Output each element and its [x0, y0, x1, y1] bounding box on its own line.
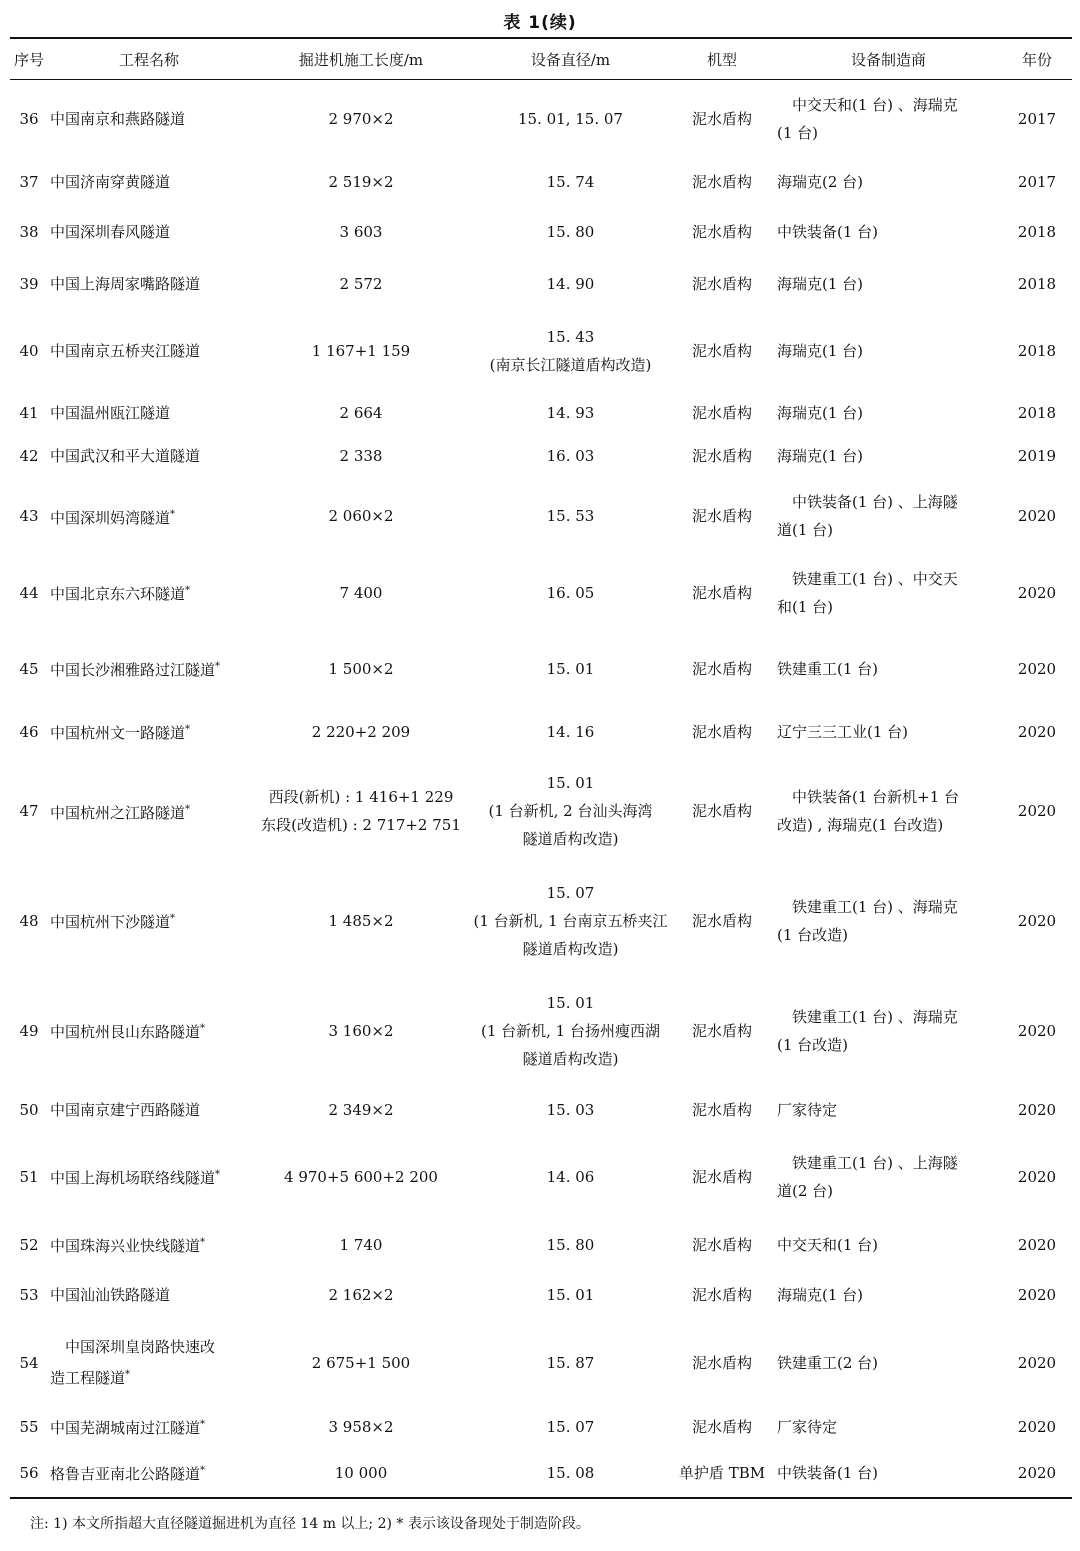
- table-row: [10, 976, 1072, 1086]
- cell-year: 2018: [1017, 275, 1057, 293]
- diameter-text: 14. 90: [546, 275, 595, 293]
- cell-machine-type: 泥水盾构: [691, 172, 752, 191]
- table-caption: 表 1(续): [503, 13, 577, 33]
- cell-year: 2018: [1017, 223, 1057, 241]
- cell-index: 53: [19, 1286, 39, 1304]
- cell-project-name: [48, 393, 250, 434]
- diameter-text: 16. 03: [546, 446, 595, 465]
- cell-length: [250, 158, 472, 206]
- cell-year: 2020: [1017, 802, 1057, 820]
- cell-manufacturer: [775, 158, 1002, 206]
- manufacturer-text: 海瑞克(1 台): [777, 275, 864, 293]
- cell-machine-type: 泥水盾构: [691, 109, 752, 128]
- cell-year: 2017: [1017, 109, 1057, 128]
- cell-index: 54: [19, 1353, 39, 1372]
- diameter-text: 15. 07: [546, 1417, 595, 1436]
- project-name-text: 中国杭州之江路隧道*: [50, 803, 191, 822]
- cell-project-name: [48, 434, 250, 478]
- diameter-text: 15. 07: [546, 883, 595, 902]
- project-name-text: 中国上海机场联络线隧道*: [50, 1169, 221, 1187]
- cell-year: 2020: [1017, 1235, 1057, 1254]
- cell-manufacturer: [775, 757, 1002, 866]
- manufacturing-mark: *: [185, 724, 191, 735]
- cell-index: 50: [19, 1100, 39, 1119]
- length-text: 3 958×2: [328, 1417, 394, 1436]
- diameter-text: 隧道盾构改造): [522, 939, 619, 958]
- manufacturer-text: 中交天和(1 台): [777, 1235, 879, 1254]
- header-length: 掘进机施工长度/m: [250, 38, 472, 80]
- manufacturer-text: 铁建重工(1 台) 、海瑞克: [792, 897, 958, 916]
- table-footnote: 注: 1) 本文所指超大直径隧道掘进机为直径 14 m 以上; 2) * 表示该设备现处于制造阶段。: [30, 1516, 590, 1532]
- table-row: [10, 1449, 1072, 1498]
- project-name-text: 格鲁吉亚南北公路隧道*: [50, 1465, 206, 1483]
- cell-project-name: [48, 158, 250, 206]
- table-row: [10, 1405, 1072, 1449]
- cell-manufacturer: [775, 1134, 1002, 1220]
- table-row: [10, 206, 1072, 259]
- project-name-text: 中国南京和燕路隧道: [50, 109, 186, 128]
- cell-index: 56: [10, 1449, 48, 1498]
- table-row: [10, 478, 1072, 555]
- cell-machine-type: 泥水盾构: [691, 404, 752, 422]
- cell-project-name: [48, 80, 250, 158]
- project-name-text: 中国济南穿黄隧道: [50, 172, 171, 191]
- project-name-text: 中国长沙湘雅路过江隧道*: [50, 661, 221, 679]
- cell-project-name: [48, 206, 250, 259]
- table-row: [10, 866, 1072, 976]
- manufacturer-text: 铁建重工(1 台) 、上海隧: [792, 1153, 958, 1172]
- header-diameter: 设备直径/m: [472, 38, 669, 80]
- diameter-text: (1 台新机, 1 台扬州瘦西湖: [480, 1021, 660, 1040]
- cell-index: 42: [19, 446, 39, 465]
- cell-machine-type: 泥水盾构: [691, 802, 752, 820]
- manufacturer-text: 中铁装备(1 台): [777, 223, 879, 241]
- cell-diameter: [472, 707, 669, 757]
- manufacturing-mark: *: [200, 1023, 206, 1034]
- cell-length: [250, 976, 472, 1086]
- diameter-text: 15. 03: [546, 1100, 595, 1119]
- manufacturer-text: 海瑞克(1 台): [777, 404, 864, 422]
- length-text: 1 485×2: [328, 911, 394, 930]
- cell-manufacturer: [775, 310, 1002, 393]
- cell-project-name: [48, 866, 250, 976]
- header-manufacturer: 设备制造商: [775, 38, 1002, 80]
- cell-length: [250, 478, 472, 555]
- manufacturing-mark: *: [185, 585, 191, 596]
- diameter-text: 14. 06: [546, 1167, 595, 1186]
- length-text: 2 220+2 209: [311, 722, 411, 741]
- cell-diameter: [472, 1220, 669, 1270]
- cell-machine-type: 泥水盾构: [691, 507, 752, 525]
- manufacturer-text: 海瑞克(1 台): [777, 342, 864, 360]
- cell-project-name: [48, 1220, 250, 1270]
- cell-index: 47: [19, 802, 39, 820]
- length-text: 东段(改造机) : 2 717+2 751: [261, 816, 461, 834]
- length-text: 7 400: [339, 583, 383, 602]
- cell-manufacturer: [775, 631, 1002, 707]
- cell-diameter: [472, 434, 669, 478]
- cell-index: 38: [19, 223, 39, 241]
- cell-machine-type: 泥水盾构: [691, 1235, 752, 1254]
- diameter-text: 15. 80: [546, 1235, 595, 1254]
- cell-manufacturer: [775, 80, 1002, 158]
- cell-manufacturer: [775, 259, 1002, 310]
- project-name-text: 中国温州瓯江隧道: [50, 404, 171, 422]
- project-name-text: 中国武汉和平大道隧道: [50, 446, 201, 465]
- cell-project-name: [48, 1270, 250, 1321]
- cell-length: [250, 1321, 472, 1405]
- cell-manufacturer: [775, 1405, 1002, 1449]
- diameter-text: 15. 53: [546, 507, 595, 525]
- table-row: [10, 555, 1072, 631]
- cell-machine-type: 泥水盾构: [691, 722, 752, 741]
- length-text: 2 519×2: [328, 172, 394, 191]
- manufacturer-text: 铁建重工(1 台): [777, 659, 879, 678]
- cell-length: [250, 631, 472, 707]
- diameter-text: 15. 01, 15. 07: [518, 109, 623, 128]
- length-text: 3 160×2: [328, 1021, 394, 1040]
- manufacturer-text: 道(2 台): [777, 1181, 834, 1200]
- cell-index: 46: [19, 722, 39, 741]
- table-row: [10, 393, 1072, 434]
- cell-year: 2020: [1017, 911, 1057, 930]
- cell-machine-type: 泥水盾构: [691, 275, 752, 293]
- cell-manufacturer: [775, 478, 1002, 555]
- diameter-text: 15. 74: [546, 172, 595, 191]
- cell-project-name: [48, 1449, 250, 1498]
- cell-project-name: [48, 555, 250, 631]
- diameter-text: (1 台新机, 1 台南京五桥夹江: [473, 911, 668, 930]
- manufacturer-text: 海瑞克(2 台): [777, 172, 864, 191]
- diameter-text: 隧道盾构改造): [522, 1049, 619, 1068]
- diameter-text: 15. 08: [546, 1463, 595, 1482]
- project-name-text: 中国汕汕铁路隧道: [50, 1286, 171, 1304]
- cell-machine-type: 泥水盾构: [691, 1167, 752, 1186]
- project-name-text: 造工程隧道*: [50, 1369, 131, 1387]
- cell-manufacturer: [775, 976, 1002, 1086]
- cell-machine-type: 泥水盾构: [691, 1286, 752, 1304]
- length-text: 2 675+1 500: [311, 1353, 411, 1372]
- manufacturer-text: 中铁装备(1 台): [777, 1463, 879, 1482]
- diameter-text: 16. 05: [546, 583, 595, 602]
- manufacturing-mark: *: [200, 1465, 206, 1476]
- manufacturer-text: 辽宁三三工业(1 台): [777, 722, 909, 741]
- diameter-text: 15. 01: [546, 774, 595, 792]
- manufacturing-mark: *: [170, 508, 176, 520]
- cell-diameter: [472, 1405, 669, 1449]
- cell-length: [250, 757, 472, 866]
- project-name-text: 中国北京东六环隧道*: [50, 585, 191, 603]
- cell-diameter: [472, 555, 669, 631]
- table-row: [10, 80, 1072, 158]
- cell-length: [250, 1220, 472, 1270]
- length-text: 1 167+1 159: [311, 342, 411, 360]
- cell-manufacturer: [775, 434, 1002, 478]
- project-name-text: 中国珠海兴业快线隧道*: [50, 1237, 206, 1255]
- manufacturer-text: 铁建重工(1 台) 、中交天: [792, 569, 958, 588]
- cell-index: 40: [19, 342, 39, 360]
- cell-machine-type: 泥水盾构: [691, 583, 752, 602]
- cell-year: 2017: [1017, 172, 1057, 191]
- diameter-text: 15. 01: [546, 993, 595, 1012]
- diameter-text: 15. 80: [546, 223, 595, 241]
- length-text: 2 338: [339, 446, 383, 465]
- manufacturer-text: 厂家待定: [777, 1417, 838, 1436]
- cell-manufacturer: [775, 1220, 1002, 1270]
- diameter-text: 15. 01: [546, 659, 595, 678]
- manufacturing-mark: *: [200, 1237, 206, 1248]
- cell-year: 2020: [1017, 1021, 1057, 1040]
- cell-length: [250, 310, 472, 393]
- cell-project-name: [48, 976, 250, 1086]
- project-name-text: 中国深圳妈湾隧道*: [50, 508, 176, 527]
- cell-machine-type: 泥水盾构: [691, 446, 752, 465]
- table-row: [10, 1321, 1072, 1405]
- cell-project-name: [48, 631, 250, 707]
- cell-diameter: [472, 1270, 669, 1321]
- length-text: 2 060×2: [328, 507, 394, 525]
- cell-machine-type: 泥水盾构: [691, 1353, 752, 1372]
- cell-project-name: [48, 310, 250, 393]
- cell-manufacturer: [775, 206, 1002, 259]
- manufacturer-text: 海瑞克(1 台): [777, 1286, 864, 1304]
- cell-length: [250, 1134, 472, 1220]
- cell-index: 39: [19, 275, 39, 293]
- cell-machine-type: 泥水盾构: [691, 911, 752, 930]
- cell-manufacturer: [775, 1086, 1002, 1134]
- manufacturer-text: 和(1 台): [777, 597, 834, 616]
- length-text: 2 572: [339, 275, 383, 293]
- header-project-name: 工程名称: [48, 38, 250, 80]
- cell-project-name: [48, 1321, 250, 1405]
- cell-year: 2020: [1017, 1286, 1057, 1304]
- length-text: 1 500×2: [328, 659, 394, 678]
- cell-diameter: [472, 206, 669, 259]
- manufacturing-mark: *: [170, 913, 176, 924]
- cell-diameter: [472, 1134, 669, 1220]
- cell-diameter: [472, 158, 669, 206]
- cell-manufacturer: [775, 555, 1002, 631]
- cell-project-name: [48, 1405, 250, 1449]
- cell-length: [250, 1405, 472, 1449]
- table-row: [10, 1220, 1072, 1270]
- length-text: 10 000: [334, 1463, 388, 1482]
- cell-diameter: [472, 478, 669, 555]
- table-row: [10, 707, 1072, 757]
- project-name-text: 中国南京建宁西路隧道: [50, 1100, 201, 1119]
- cell-manufacturer: [775, 1321, 1002, 1405]
- project-name-text: 中国上海周家嘴路隧道: [50, 275, 201, 293]
- manufacturer-text: 铁建重工(1 台) 、海瑞克: [792, 1007, 958, 1026]
- cell-machine-type: 泥水盾构: [691, 1417, 752, 1436]
- cell-index: 36: [19, 109, 39, 128]
- cell-machine-type: 泥水盾构: [691, 342, 752, 360]
- table-row: [10, 158, 1072, 206]
- cell-year: 2020: [1017, 659, 1057, 678]
- manufacturing-mark: *: [125, 1369, 131, 1380]
- header-row: [10, 38, 1072, 80]
- table-row: [10, 1134, 1072, 1220]
- diameter-text: 15. 01: [546, 1286, 595, 1304]
- cell-manufacturer: [775, 1270, 1002, 1321]
- table-row: [10, 1086, 1072, 1134]
- manufacturer-text: 道(1 台): [777, 521, 834, 539]
- table-row: [10, 259, 1072, 310]
- cell-year: 2020: [1017, 1167, 1057, 1186]
- diameter-text: 14. 16: [546, 722, 595, 741]
- cell-year: 2019: [1017, 446, 1057, 465]
- diameter-text: 14. 93: [546, 404, 595, 422]
- cell-year: 2020: [1017, 583, 1057, 602]
- project-name-text: 中国杭州艮山东路隧道*: [50, 1023, 206, 1041]
- length-text: 西段(新机) : 1 416+1 229: [268, 788, 454, 806]
- cell-project-name: [48, 707, 250, 757]
- cell-diameter: [472, 1086, 669, 1134]
- manufacturing-mark: *: [200, 1419, 206, 1430]
- table-row: [10, 434, 1072, 478]
- cell-index: 52: [19, 1235, 39, 1254]
- cell-machine-type: 泥水盾构: [691, 1021, 752, 1040]
- cell-machine-type: 泥水盾构: [691, 223, 752, 241]
- project-name-text: 中国杭州下沙隧道*: [50, 913, 176, 931]
- cell-index: 43: [19, 507, 39, 525]
- manufacturer-text: 海瑞克(1 台): [777, 446, 864, 465]
- manufacturer-text: 中铁装备(1 台新机+1 台: [792, 788, 960, 806]
- cell-manufacturer: [775, 866, 1002, 976]
- cell-project-name: [48, 1134, 250, 1220]
- cell-year: 2020: [1017, 507, 1057, 525]
- cell-index: 37: [19, 172, 39, 191]
- project-name-text: 中国深圳春风隧道: [50, 223, 171, 241]
- project-name-text: 中国深圳皇岗路快速改: [65, 1338, 216, 1356]
- manufacturer-text: (1 台改造): [777, 925, 849, 944]
- manufacturer-text: 改造) , 海瑞克(1 台改造): [777, 816, 944, 834]
- cell-diameter: [472, 259, 669, 310]
- length-text: 2 664: [339, 404, 383, 422]
- manufacturer-text: 厂家待定: [777, 1100, 838, 1119]
- manufacturer-text: 中交天和(1 台) 、海瑞克: [792, 95, 958, 114]
- cell-length: [250, 866, 472, 976]
- cell-manufacturer: [775, 707, 1002, 757]
- length-text: 4 970+5 600+2 200: [284, 1167, 438, 1186]
- cell-diameter: [472, 80, 669, 158]
- length-text: 2 970×2: [328, 109, 394, 128]
- cell-index: 49: [19, 1021, 39, 1040]
- diameter-text: 15. 87: [546, 1353, 595, 1372]
- cell-year: 2020: [1017, 1417, 1057, 1436]
- length-text: 2 349×2: [328, 1100, 394, 1119]
- manufacturer-text: 铁建重工(2 台): [777, 1353, 879, 1372]
- cell-diameter: [472, 1449, 669, 1498]
- cell-length: [250, 707, 472, 757]
- tunnel-machine-table: [10, 37, 1072, 1499]
- cell-diameter: [472, 1321, 669, 1405]
- length-text: 2 162×2: [328, 1286, 394, 1304]
- cell-length: [250, 434, 472, 478]
- cell-machine-type: 泥水盾构: [691, 659, 752, 678]
- cell-length: [250, 1449, 472, 1498]
- cell-index: 44: [19, 583, 39, 602]
- cell-machine-type: 单护盾 TBM: [669, 1449, 775, 1498]
- diameter-text: (南京长江隧道盾构改造): [489, 356, 652, 374]
- cell-diameter: [472, 310, 669, 393]
- manufacturer-text: 中铁装备(1 台) 、上海隧: [792, 493, 958, 511]
- table-row: [10, 1270, 1072, 1321]
- cell-year: 2020: [1002, 1449, 1072, 1498]
- cell-diameter: [472, 976, 669, 1086]
- cell-index: 48: [19, 911, 39, 930]
- length-text: 3 603: [339, 223, 383, 241]
- manufacturer-text: (1 台): [777, 123, 819, 142]
- table-row: [10, 757, 1072, 866]
- header-year: 年份: [1002, 38, 1072, 80]
- manufacturer-text: (1 台改造): [777, 1035, 849, 1054]
- header-machine-type: 机型: [669, 38, 775, 80]
- table-row: [10, 310, 1072, 393]
- cell-index: 51: [19, 1167, 39, 1186]
- project-name-text: 中国杭州文一路隧道*: [50, 724, 191, 742]
- cell-length: [250, 80, 472, 158]
- cell-project-name: [48, 478, 250, 555]
- cell-year: 2018: [1017, 342, 1057, 360]
- cell-diameter: [472, 631, 669, 707]
- length-text: 1 740: [339, 1235, 383, 1254]
- cell-length: [250, 1270, 472, 1321]
- diameter-text: 隧道盾构改造): [522, 830, 619, 848]
- cell-manufacturer: [775, 393, 1002, 434]
- cell-project-name: [48, 757, 250, 866]
- cell-project-name: [48, 1086, 250, 1134]
- cell-index: 55: [19, 1417, 39, 1436]
- table-row: [10, 631, 1072, 707]
- cell-index: 41: [19, 404, 39, 422]
- cell-diameter: [472, 866, 669, 976]
- diameter-text: 15. 43: [546, 328, 595, 346]
- cell-length: [250, 393, 472, 434]
- manufacturing-mark: *: [185, 803, 191, 815]
- cell-year: 2018: [1017, 404, 1057, 422]
- cell-diameter: [472, 393, 669, 434]
- cell-index: 45: [19, 659, 39, 678]
- cell-machine-type: 泥水盾构: [691, 1100, 752, 1119]
- header-index: 序号: [10, 38, 48, 80]
- manufacturing-mark: *: [215, 1169, 221, 1180]
- cell-length: [250, 1086, 472, 1134]
- diameter-text: (1 台新机, 2 台汕头海湾: [488, 802, 653, 820]
- cell-length: [250, 206, 472, 259]
- cell-project-name: [48, 259, 250, 310]
- cell-length: [250, 259, 472, 310]
- project-name-text: 中国南京五桥夹江隧道: [50, 342, 201, 360]
- cell-diameter: [472, 757, 669, 866]
- cell-year: 2020: [1017, 722, 1057, 741]
- cell-manufacturer: [775, 1449, 1002, 1498]
- cell-year: 2020: [1017, 1100, 1057, 1119]
- project-name-text: 中国芜湖城南过江隧道*: [50, 1419, 206, 1437]
- cell-year: 2020: [1017, 1353, 1057, 1372]
- cell-length: [250, 555, 472, 631]
- manufacturing-mark: *: [215, 661, 221, 672]
